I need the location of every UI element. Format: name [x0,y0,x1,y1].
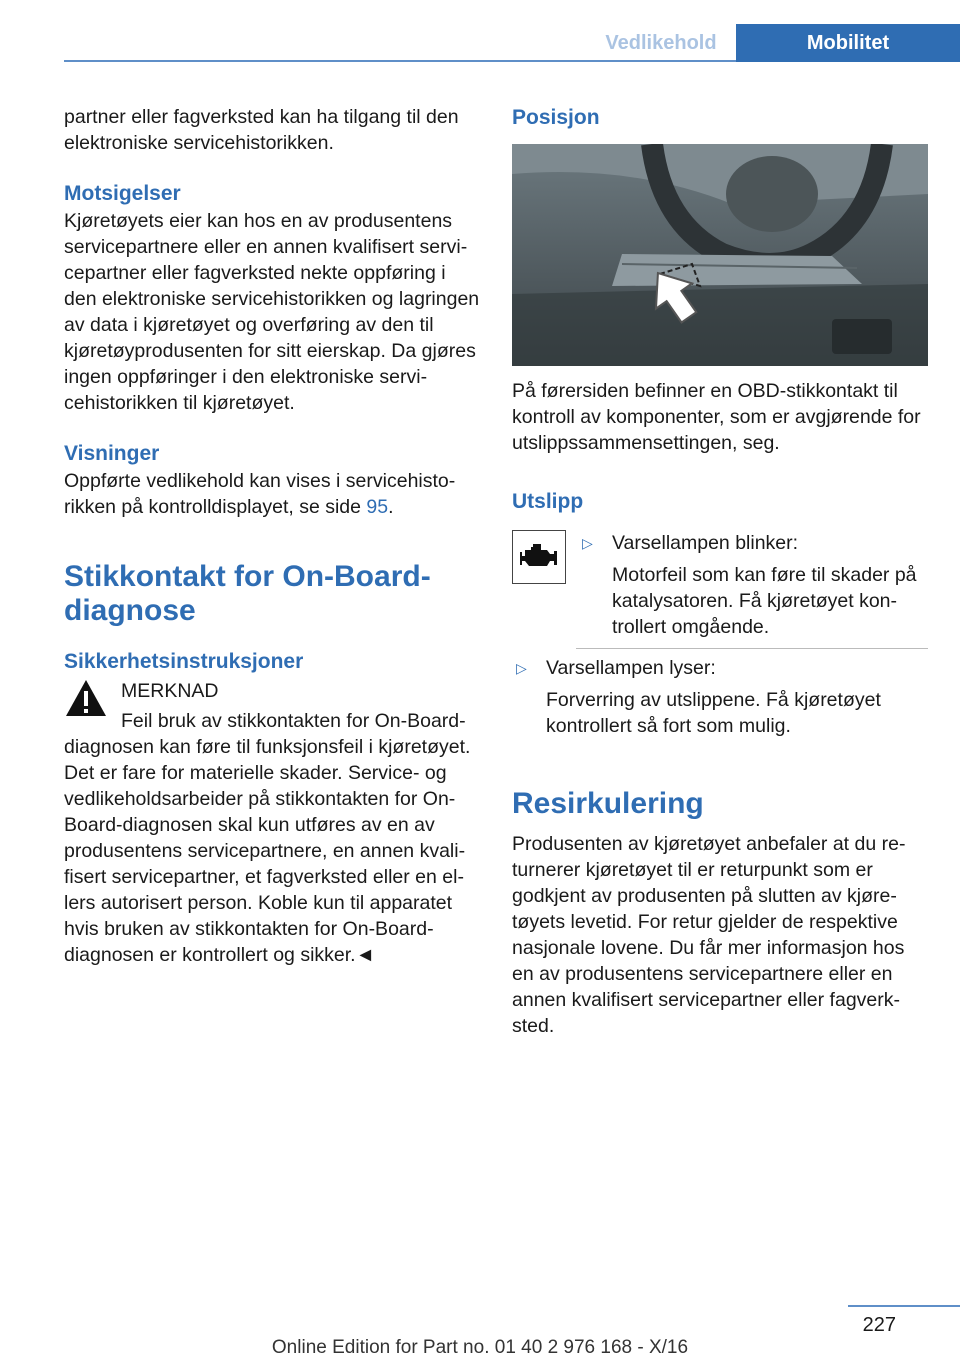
visninger-text: Oppførte vedlikehold kan vises i servicehistorikken på kontrolldisplayet, se side [64,470,456,518]
tab-mobilitet[interactable]: Mobilitet [736,24,960,62]
warning-triangle-icon [64,678,108,718]
visninger-heading: Visninger [64,442,160,465]
notice-label: MERKNAD [121,680,219,702]
visninger-paragraph [64,468,480,520]
edition-text: Online Edition for Part no. 01 40 2 976 168 - X/16 [271,1337,689,1358]
emission-item-text: Forverring av utslippene. Få kjøretøyet kontrollert så fort som mulig. [546,689,881,737]
page-link-95[interactable]: 95 [366,496,389,518]
left-column [64,100,480,968]
utslipp-heading: Utslipp [512,490,584,513]
emission-item-blinking [566,530,928,640]
visninger-text-end: . [388,496,394,518]
obd-location-photo [512,144,928,366]
check-engine-icon [519,544,559,570]
motsigelser-heading: Motsigelser [64,182,181,205]
tab-vedlikehold[interactable]: Vedlikehold [605,31,717,54]
emission-row-blinking [512,530,928,640]
notice-box [64,678,480,734]
posisjon-heading: Posisjon [512,106,600,129]
sikkerhet-heading: Sikkerhetsinstruksjoner [64,650,304,673]
notice-text: diagnosen kan føre til funksjonsfeil i kjøretøyet. Det er fare for materielle skader. Service- og vedlikeholdsarbeider på stikkontakten for On-Board-diagnosen skal kun utføres av en av produsentens servicepartnere, en annen kvalifisert servicepartner, et fagverksted eller en ellers autorisert person. Koble kun til apparatet hvis bruken av stikkontakten for On-Board-diagnosen er kontrollert og sikker.◄ [64,736,471,966]
resirkulering-paragraph: Produsenten av kjøretøyet anbefaler at du returnerer kjøretøyet til er returpunkt som er godkjent av produsenten på slutten av kjøretøyets levetid. For retur gjelder de respektive nasjonale lovene. Du får mer informasjon hos en av produsentens servicepartnere eller en annen kvalifisert servicepartner eller fagverksted. [512,833,906,1037]
right-column [512,100,928,1039]
notice-first-line: Feil bruk av stikkontakten for On-Board- [121,710,466,732]
list-item [512,655,928,681]
emission-item-steady [512,655,928,739]
emission-item-text: Motorfeil som kan føre til skader på katalysatoren. Få kjøretøyet kontrollert omgående. [612,564,917,638]
engine-lamp-box [512,530,566,584]
emission-item-title: Varsellampen blinker: [612,532,799,554]
footer-rule [848,1305,960,1307]
list-divider [576,648,928,649]
intro-paragraph: partner eller fagverksted kan ha tilgang til den elektroniske servicehistorikken. [64,106,459,154]
triangle-bullet-icon: ▷ [516,660,527,676]
emission-item-title: Varsellampen lyser: [546,657,716,679]
list-item [578,530,928,556]
obd-section-title: Stikkontakt for On-Board-diagnose [64,560,431,627]
posisjon-caption: På førersiden befinner en OBD-stikkontakt til kontroll av komponenter, som er avgjørende for utslippssammensettingen, seg. [512,380,921,454]
triangle-bullet-icon: ▷ [582,535,593,551]
motsigelser-paragraph: Kjøretøyets eier kan hos en av produsentens servicepartnere eller en annen kvalifisert servicepartner eller fagverksted nekte oppføring i den elektroniske servicehistorikken og lagringen av data i kjøretøyet og overføring av den til kjøretøyprodusenten for sitt eierskap. Da gjøres ingen oppføringer i den elektroniske servicehistorikken til kjøretøyet. [64,210,480,414]
resirkulering-title: Resirkulering [512,787,704,820]
page-number: 227 [862,1314,896,1336]
